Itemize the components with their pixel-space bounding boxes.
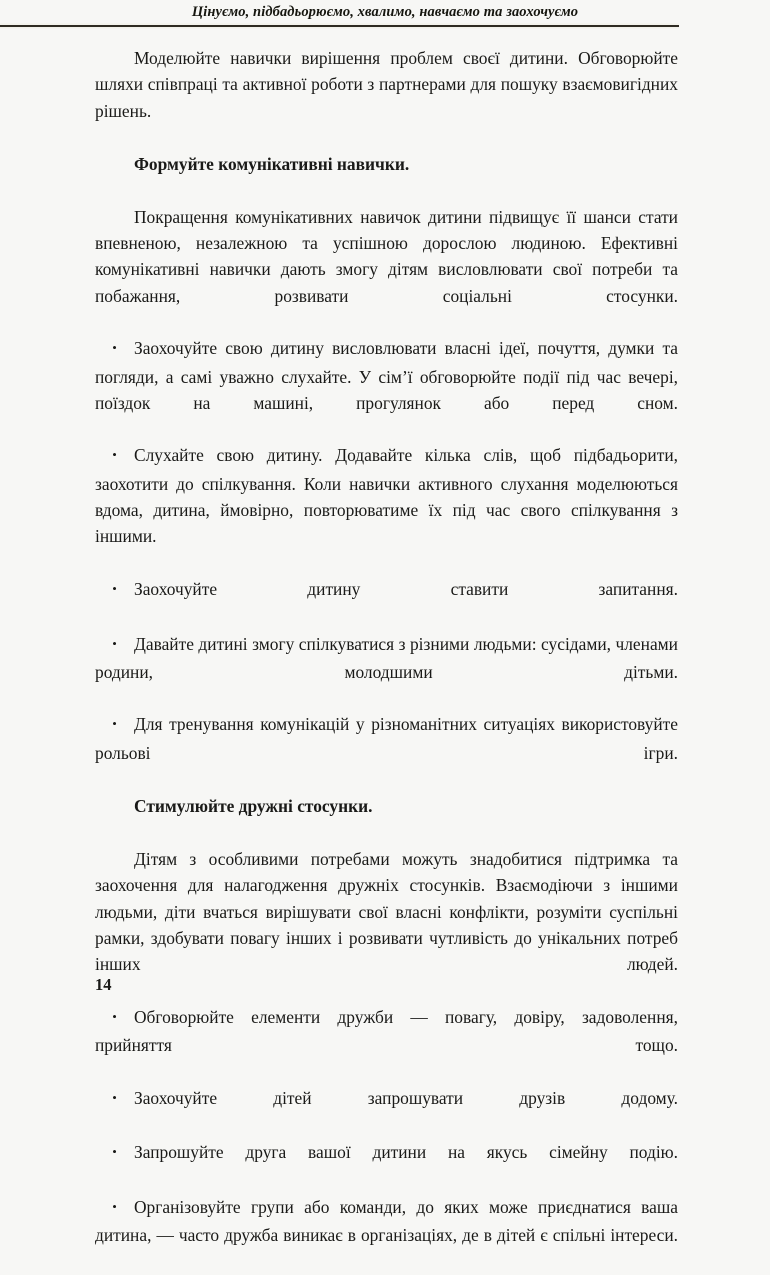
list-item — [95, 1085, 678, 1140]
list-item-text: Для тренування комунікацій у різноманітних ситуаціях використовуйте рольові ігри. — [95, 714, 678, 763]
list-item-text: Заохочуйте свою дитину висловлювати власні ідеї, почуття, думки та погляди, а самі уважно слухайте. У сім’ї обговорюйте події під час вечері, поїздок на машині, прогулянок або перед сном. — [95, 338, 678, 413]
bullet-icon — [95, 1139, 134, 1167]
list-item — [95, 1004, 678, 1085]
list-item — [95, 1194, 678, 1275]
list-item-text: Заохочуйте дитину ставити запитання. — [134, 578, 678, 599]
list-item — [95, 335, 678, 442]
text-column — [95, 45, 678, 1275]
bullet-icon — [95, 1085, 134, 1113]
bullet-icon — [95, 1004, 134, 1032]
bullet-icon — [95, 631, 134, 659]
header-rule — [0, 25, 679, 27]
bullet-icon — [95, 576, 134, 604]
list-item-text: Організовуйте групи або команди, до яких може приєднатися ваша дитина, — часто дружба виникає в організаціях, де в дітей є спільні інтереси. — [95, 1196, 678, 1246]
bullet-icon — [95, 711, 134, 739]
list-item — [95, 442, 678, 575]
list-item-text: Запрошуйте друга вашої дитини на якусь сімейну подію. — [134, 1142, 678, 1163]
running-head: Цінуємо, підбадьорюємо, хвалимо, навчаємо та заохочуємо — [191, 4, 579, 20]
bullet-icon — [95, 335, 134, 363]
bullet-icon — [95, 1194, 134, 1222]
list-item — [95, 576, 678, 631]
page-number: 14 — [95, 975, 112, 994]
list-item — [95, 1139, 678, 1194]
section-heading-communication: Формуйте комунікативні навички. — [134, 154, 410, 175]
list-item-text: Слухайте свою дитину. Додавайте кілька слів, щоб підбадьорити, заохотити до спілкування. Коли навички активного слухання моделюються вдома, дитина, ймовірно, повторюватиме їх під час свого спілкування з іншими. — [95, 445, 678, 547]
section-heading-friendship: Стимулюйте дружні стосунки. — [134, 796, 373, 817]
paragraph-2: Покращення комунікативних навичок дитини підвищує її шанси стати впевненою, незалежною та успішною дорослою людиною. Ефективні комунікативні навички дають змогу дітям висловлювати свої потреби та побажання, розвивати соціальні стосунки. — [95, 206, 678, 306]
list-item-text: Обговорюйте елементи дружби — повагу, довіру, задоволення, прийняття тощо. — [95, 1006, 678, 1055]
bullet-icon — [95, 442, 134, 470]
list-item-text: Давайте дитині змогу спілкуватися з різними людьми: сусідами, членами родини, молодшими дітьми. — [95, 633, 678, 682]
paragraph-1: Моделюйте навички вирішення проблем своєї дитини. Обговорюйте шляхи співпраці та активної роботи з партнерами для пошуку взаємовигідних рішень. — [95, 48, 678, 121]
list-item — [95, 711, 678, 792]
list-item — [95, 631, 678, 712]
list-item-text: Заохочуйте дітей запрошувати друзів додому. — [134, 1087, 678, 1108]
paragraph-3: Дітям з особливими потребами можуть знадобитися підтримка та заохочення для налагодження дружніх стосунків. Взаємодіючи з іншими людьми, діти вчаться вирішувати свої власні конфлікти, розуміти суспільні рамки, здобувати повагу інших і розвивати чутливість до унікальних потреб інших людей. — [95, 848, 678, 975]
